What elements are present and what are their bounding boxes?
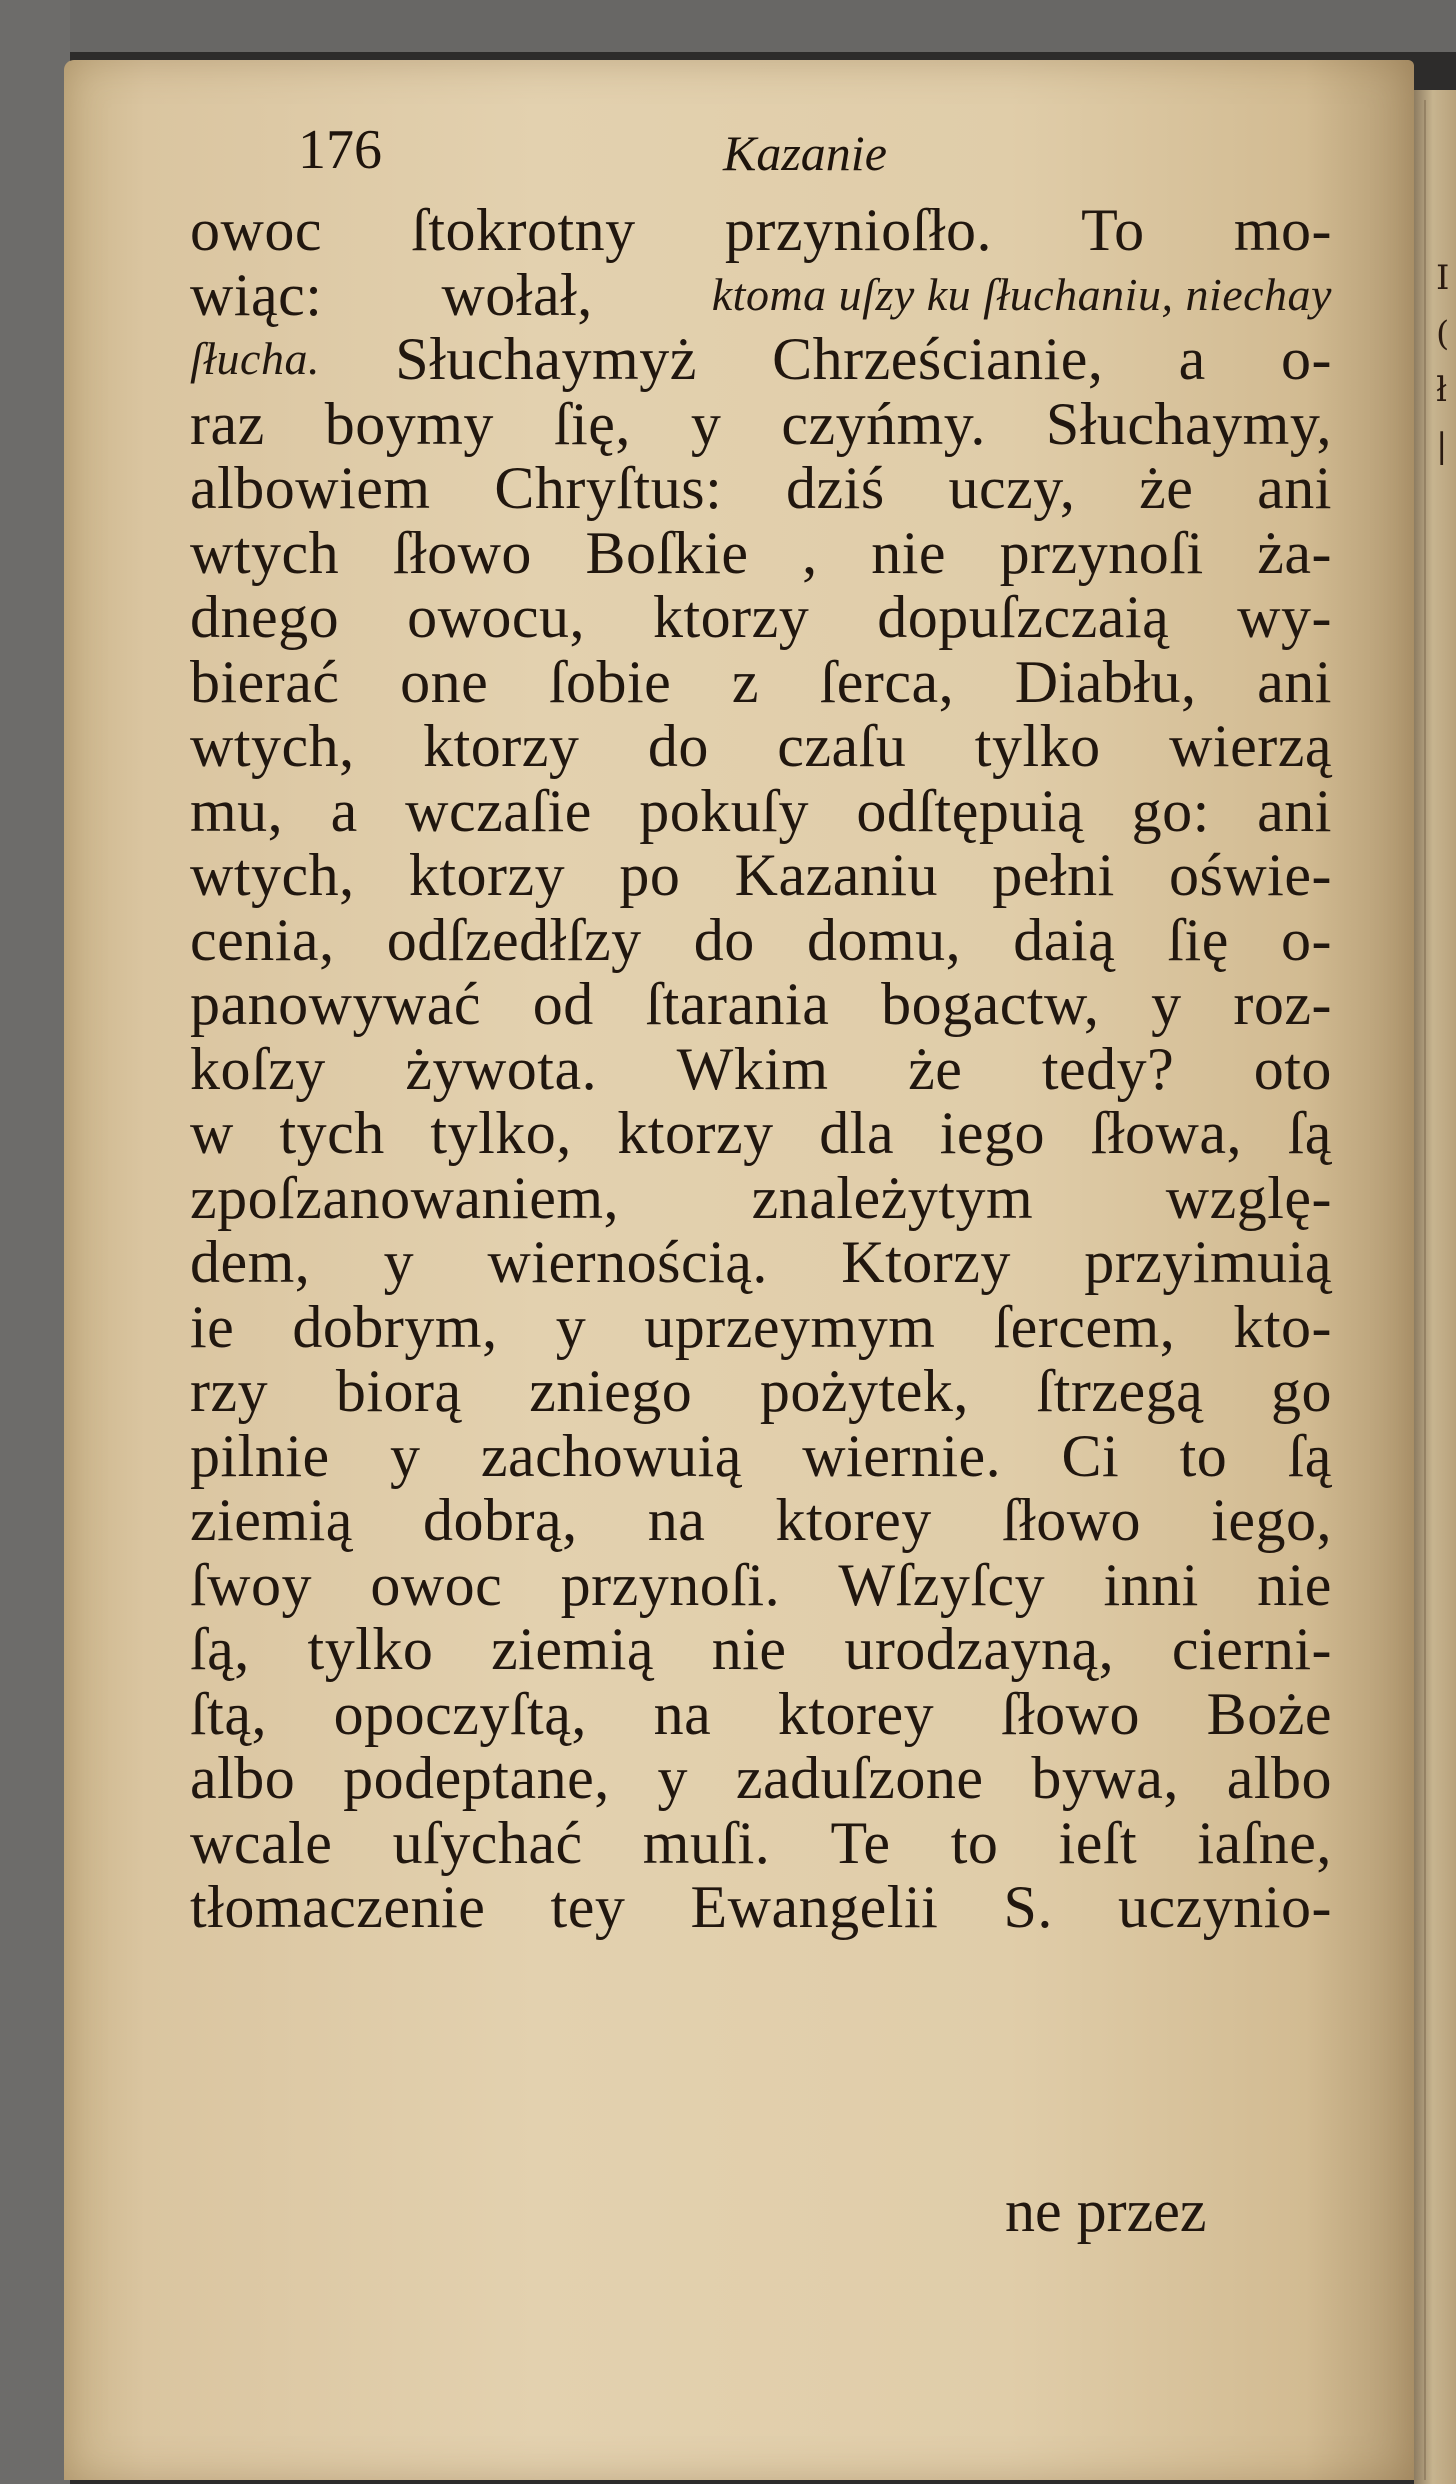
word: y xyxy=(1151,971,1182,1037)
word: pokuſy xyxy=(639,777,809,844)
word: o- xyxy=(1281,326,1332,392)
word: biorą xyxy=(335,1358,462,1424)
word: ani xyxy=(1257,648,1332,715)
word: wcale xyxy=(190,1809,333,1876)
word: ktorzy xyxy=(652,584,810,650)
word: nie xyxy=(711,1616,787,1682)
word: rzy xyxy=(190,1358,269,1424)
word: ziemią xyxy=(491,1616,655,1682)
text-line xyxy=(190,1101,1332,1166)
word: a xyxy=(330,777,358,844)
word: wiernością. xyxy=(487,1229,768,1295)
text-line xyxy=(190,1682,1332,1747)
word: tylko xyxy=(307,1616,434,1682)
word: ſercem, xyxy=(993,1293,1176,1360)
word: ktoma uſzy ku ſłuchaniu, niechay xyxy=(711,268,1332,320)
text-line xyxy=(190,1359,1332,1424)
word: ża- xyxy=(1257,519,1332,586)
word: uprzeymym xyxy=(644,1293,936,1360)
word: przyimuią xyxy=(1084,1229,1332,1295)
word: ſłowo xyxy=(1000,1680,1140,1747)
page-fold-shadow xyxy=(1424,100,1426,2480)
word: opoczyſtą, xyxy=(333,1680,587,1747)
word: w xyxy=(190,1100,234,1166)
word: iego xyxy=(939,1100,1046,1166)
word: Ewangelii xyxy=(690,1874,939,1940)
word: do xyxy=(647,713,709,779)
text-line xyxy=(190,843,1332,908)
word: bywa, xyxy=(1031,1745,1179,1811)
word: Boże xyxy=(1206,1680,1332,1747)
word: ſłucha. xyxy=(190,333,320,384)
word: wierzą xyxy=(1169,713,1332,779)
word: dziś xyxy=(786,455,885,521)
word: zpoſzanowaniem, xyxy=(190,1164,619,1231)
word: wczaſie xyxy=(405,777,592,844)
word: do xyxy=(693,906,755,973)
text-line xyxy=(190,456,1332,521)
word: ſłowo xyxy=(392,519,532,586)
word: przynioſło. xyxy=(724,197,992,263)
word: koſzy xyxy=(190,1035,326,1102)
word: Wkim xyxy=(676,1035,829,1102)
body-text xyxy=(190,198,1332,1940)
word: ſię xyxy=(1167,906,1229,973)
word: ſą xyxy=(1287,1100,1332,1166)
word: ſerca, xyxy=(819,648,955,715)
word: oto xyxy=(1253,1035,1332,1102)
word: Ci xyxy=(1061,1422,1120,1489)
word: albo xyxy=(1226,1745,1332,1811)
word: go: xyxy=(1131,777,1210,844)
word: domu, xyxy=(806,906,962,973)
word: a xyxy=(1178,326,1206,392)
word: ſtokrotny xyxy=(411,197,636,263)
word: ſtrzegą xyxy=(1036,1358,1204,1424)
word: one xyxy=(400,648,489,715)
word: albo xyxy=(190,1745,296,1811)
word: owocu, xyxy=(407,584,586,650)
word: Diabłu, xyxy=(1014,648,1197,715)
word: nie xyxy=(871,519,947,586)
word: podeptane, xyxy=(343,1745,610,1811)
text-line xyxy=(190,521,1332,586)
text-line xyxy=(190,1037,1332,1102)
word: ktorzy xyxy=(617,1100,774,1166)
text-line xyxy=(190,198,1332,263)
word: y xyxy=(555,1293,587,1360)
word: to xyxy=(1179,1422,1228,1489)
word: pełni xyxy=(992,842,1115,908)
word: urodzayną, xyxy=(844,1616,1115,1682)
word: wzglę- xyxy=(1165,1164,1332,1231)
word: ſtą, xyxy=(190,1680,267,1747)
word: na xyxy=(647,1487,706,1553)
word: uczy, xyxy=(948,455,1076,521)
word: tłomaczenie xyxy=(190,1874,486,1940)
text-line xyxy=(190,1811,1332,1876)
word: ie xyxy=(190,1293,235,1360)
word: dem, xyxy=(190,1229,311,1295)
text-line xyxy=(190,1553,1332,1618)
word: ſłowa, xyxy=(1090,1100,1242,1166)
word: ani xyxy=(1257,777,1332,844)
word: z xyxy=(731,648,760,715)
word: go xyxy=(1270,1358,1332,1424)
word: czaſu xyxy=(777,713,907,779)
word: że xyxy=(1139,455,1194,521)
word: przynoſi xyxy=(999,519,1204,586)
word: ktorey xyxy=(777,1680,935,1747)
word: , xyxy=(802,519,818,586)
word: ſłowo xyxy=(1001,1487,1142,1553)
word: dobrym, xyxy=(292,1293,498,1360)
word: Słuchaymy, xyxy=(1045,390,1332,457)
text-line xyxy=(190,1230,1332,1295)
word: czyńmy. xyxy=(781,390,986,457)
text-line xyxy=(190,779,1332,844)
scan-background-left xyxy=(0,0,70,2484)
word: y xyxy=(690,390,722,457)
word: ſą xyxy=(1287,1422,1332,1489)
word: to xyxy=(950,1809,999,1876)
word: przynoſi. xyxy=(560,1551,781,1618)
word: ktorey xyxy=(775,1487,932,1553)
word: daią xyxy=(1013,906,1116,973)
word: boymy xyxy=(324,390,494,457)
word: ſobie xyxy=(548,648,672,715)
word: zniego xyxy=(529,1358,693,1424)
text-line xyxy=(190,1424,1332,1489)
word: odſzedłſzy xyxy=(386,906,642,973)
word: uczynio- xyxy=(1118,1874,1332,1940)
word: wtych xyxy=(190,519,340,586)
page-header xyxy=(298,118,1298,208)
word: bogactw, xyxy=(881,971,1100,1037)
word: wtych, xyxy=(190,713,355,779)
word: bierać xyxy=(190,648,340,715)
word: S. xyxy=(1003,1874,1053,1940)
word: muſi. xyxy=(642,1809,771,1876)
word: panowywać xyxy=(190,971,482,1037)
word: Ktorzy xyxy=(841,1229,1011,1295)
word: ſą, xyxy=(190,1616,250,1682)
word: nie xyxy=(1257,1551,1332,1618)
word: Boſkie xyxy=(585,519,749,586)
text-line xyxy=(190,1166,1332,1231)
text-line xyxy=(190,650,1332,715)
word: Chrześcianie, xyxy=(772,326,1104,392)
word: roz- xyxy=(1233,971,1332,1037)
word: y xyxy=(383,1229,415,1295)
word: iego, xyxy=(1211,1487,1332,1553)
word: ani xyxy=(1257,455,1332,521)
text-line xyxy=(190,1875,1332,1940)
text-line xyxy=(190,392,1332,457)
word: na xyxy=(653,1680,712,1747)
word: ſwoy xyxy=(190,1551,312,1618)
text-line xyxy=(190,585,1332,650)
word: znależytym xyxy=(751,1164,1034,1231)
word: ieſt xyxy=(1058,1809,1138,1876)
word: cierni- xyxy=(1171,1616,1332,1682)
word: tey xyxy=(550,1874,626,1940)
word: tedy? xyxy=(1041,1035,1175,1102)
word: y xyxy=(657,1745,689,1811)
word: dopuſzczaią xyxy=(877,584,1170,650)
word: oświe- xyxy=(1168,842,1332,908)
word: raz xyxy=(190,390,265,457)
scan-background-top xyxy=(0,0,1456,52)
word: y xyxy=(390,1422,421,1489)
word: Chryſtus: xyxy=(494,455,723,521)
word: Te xyxy=(830,1809,891,1876)
text-line xyxy=(190,714,1332,779)
word: od xyxy=(532,971,594,1037)
word: wy- xyxy=(1237,584,1332,650)
word: ziemią xyxy=(190,1487,353,1553)
text-line xyxy=(190,1295,1332,1360)
word: tylko xyxy=(974,713,1101,779)
word: Wſzyſcy xyxy=(838,1551,1046,1618)
page-number: 176 xyxy=(298,119,382,181)
word: zaduſzone xyxy=(735,1745,984,1811)
word: inni xyxy=(1103,1551,1199,1618)
word: ſię, xyxy=(553,390,631,457)
word: kto- xyxy=(1233,1293,1332,1360)
word: dla xyxy=(819,1100,895,1166)
word: iaſne, xyxy=(1197,1809,1332,1876)
word: ktorzy xyxy=(408,842,566,908)
word: tych xyxy=(279,1100,385,1166)
word: ktorzy xyxy=(423,713,580,779)
word: cenia, xyxy=(190,906,335,973)
text-line xyxy=(190,1488,1332,1553)
word: po xyxy=(619,842,681,908)
word: dnego xyxy=(190,584,340,650)
word: owoc xyxy=(190,197,322,263)
word: wtych, xyxy=(190,842,355,908)
word: o- xyxy=(1281,906,1332,973)
text-line xyxy=(190,1617,1332,1682)
word: Kazaniu xyxy=(734,842,939,908)
text-line xyxy=(190,1746,1332,1811)
word: ſtarania xyxy=(645,971,830,1037)
word: wołał, xyxy=(441,261,593,328)
word: pożytek, xyxy=(759,1358,969,1424)
text-line xyxy=(190,263,1332,328)
text-line xyxy=(190,327,1332,392)
word: To xyxy=(1081,197,1145,263)
word: dobrą, xyxy=(423,1487,578,1553)
word: tylko, xyxy=(430,1100,572,1166)
word: owoc xyxy=(370,1551,503,1618)
text-line xyxy=(190,908,1332,973)
word: mo- xyxy=(1233,197,1332,263)
word: że xyxy=(908,1035,963,1102)
catchword: ne przez xyxy=(1005,2178,1207,2244)
word: odſtępuią xyxy=(856,777,1085,844)
word: albowiem xyxy=(190,455,431,521)
adjacent-page-fragment: I ( ł | xyxy=(1436,258,1450,466)
running-title: Kazanie xyxy=(723,125,887,181)
word: pilnie xyxy=(190,1422,330,1489)
word: Słuchaymyż xyxy=(395,326,697,392)
word: wiernie. xyxy=(802,1422,1002,1489)
word: wiąc: xyxy=(190,261,323,328)
word: zachowuią xyxy=(480,1422,742,1489)
word: mu, xyxy=(190,777,284,844)
text-line xyxy=(190,972,1332,1037)
word: uſychać xyxy=(392,1809,583,1876)
word: żywota. xyxy=(405,1035,598,1102)
